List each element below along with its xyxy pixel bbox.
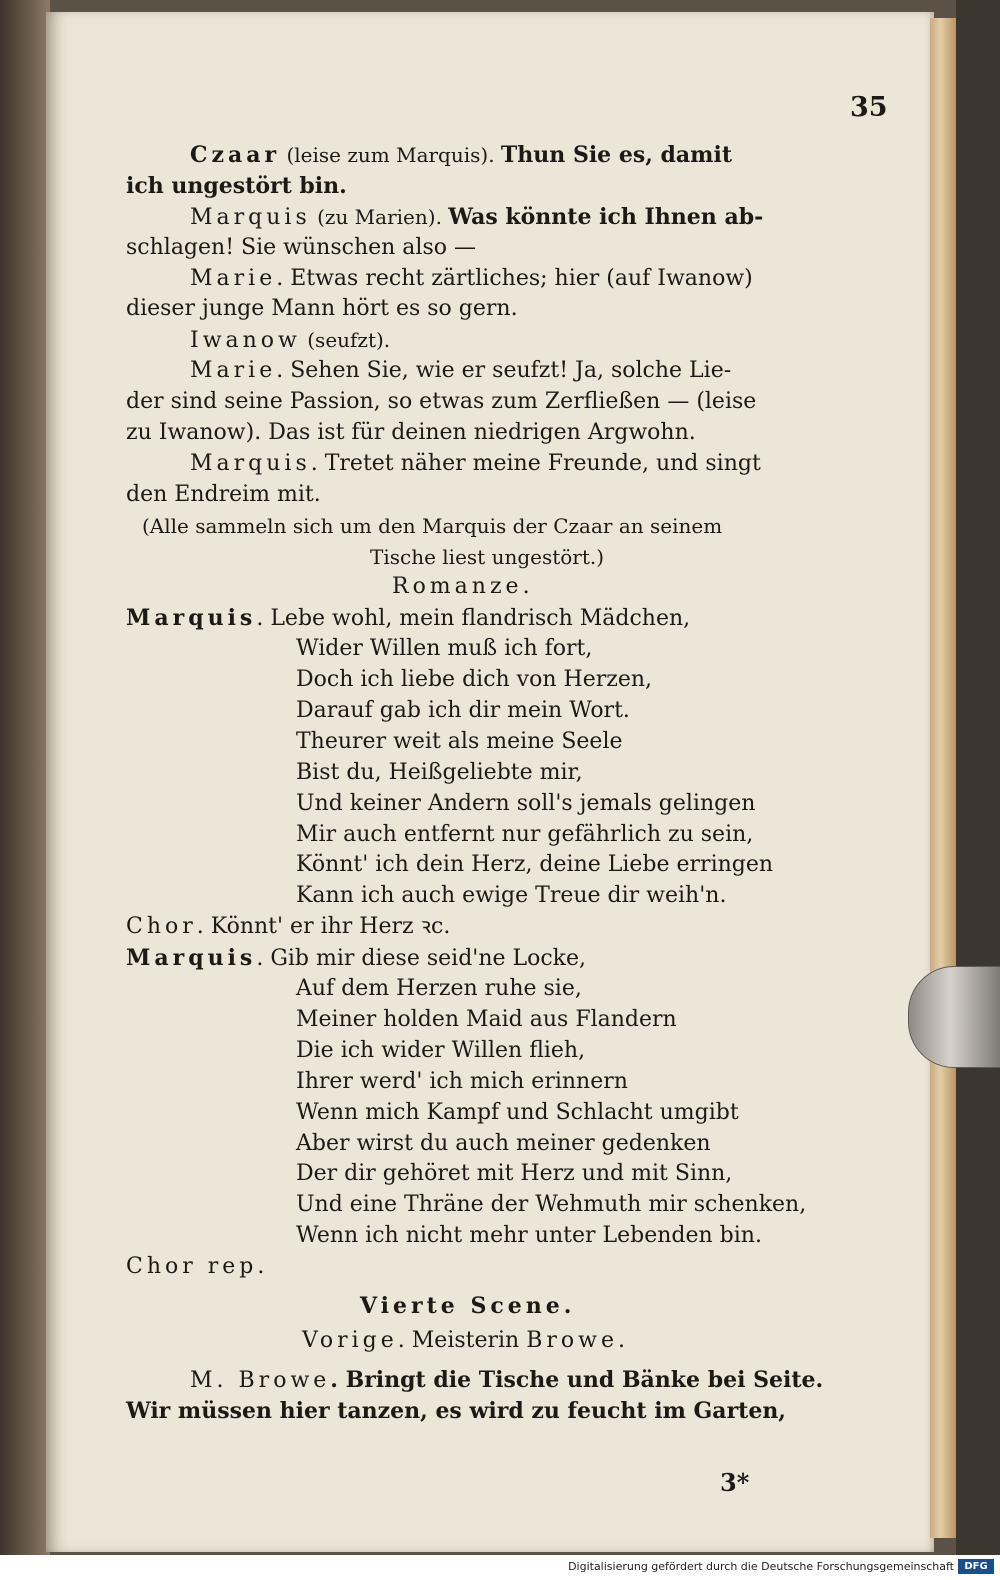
text-line — [126, 943, 896, 974]
text-line — [126, 1159, 896, 1190]
text-run: . Lebe wohl, mein flandrisch Mädchen, — [256, 606, 691, 632]
text-line — [126, 356, 896, 387]
text-run: dieser junge Mann hört es so gern. — [126, 296, 518, 322]
text-line — [126, 264, 896, 295]
text-run: Mir auch entfernt nur gefährlich zu sein, — [296, 821, 754, 847]
text-line — [126, 1098, 896, 1129]
text-run: . Sehen Sie, wie er seufzt! Ja, solche Lie- — [276, 358, 732, 384]
text-run: Marquis — [190, 204, 311, 230]
text-run: Iwanow — [190, 328, 301, 354]
text-run: . Gib mir diese seid'ne Locke, — [256, 946, 587, 972]
text-run: . Tretet näher meine Freunde, und singt — [310, 450, 761, 476]
text-line — [126, 1283, 896, 1291]
text-run: Meiner holden Maid aus Flandern — [296, 1006, 677, 1032]
text-run: . Bringt die Tische und Bänke bei Seite. — [330, 1366, 824, 1393]
text-run: Was könnte ich Ihnen ab- — [448, 203, 764, 230]
text-run: Wir müssen hier tanzen, es wird zu feucht im Garten, — [126, 1397, 786, 1424]
text-run: Bist du, Heißgeliebte mir, — [296, 759, 583, 785]
page-number: 35 — [850, 92, 888, 123]
text-run: Czaar — [190, 142, 281, 168]
text-run: Der dir gehöret mit Herz und mit Sinn, — [296, 1161, 733, 1187]
page-edge-stack — [930, 18, 956, 1538]
text-run: (zu Marien). — [310, 204, 449, 229]
text-run: zu Iwanow). Das ist für deinen niedrigen Argwohn. — [126, 420, 696, 446]
dfg-logo-icon: DFG — [958, 1559, 994, 1574]
text-line — [126, 1252, 896, 1283]
text-line — [126, 449, 896, 480]
text-run: Vierte Scene. — [360, 1292, 576, 1319]
text-run: ich ungestört bin. — [126, 172, 347, 199]
text-line — [126, 140, 896, 171]
page-clip — [908, 966, 1000, 1068]
text-line — [126, 1036, 896, 1067]
text-run: Die ich wider Willen flieh, — [296, 1037, 586, 1063]
text-line — [126, 850, 896, 881]
text-run: Marquis — [126, 945, 257, 972]
text-line — [126, 387, 896, 418]
text-line — [126, 1326, 896, 1357]
footer-bar — [0, 1555, 1000, 1580]
text-run: Marquis — [126, 605, 257, 632]
text-line — [126, 294, 896, 325]
text-line — [126, 480, 896, 511]
text-line — [126, 233, 896, 264]
text-run: Marie — [190, 358, 277, 384]
text-run: Vorige — [302, 1327, 398, 1353]
text-run: Wenn mich Kampf und Schlacht umgibt — [296, 1099, 739, 1125]
text-run: Browe — [526, 1327, 618, 1353]
text-line — [126, 171, 896, 202]
text-line — [126, 665, 896, 696]
text-line — [126, 820, 896, 851]
footer-credit: Digitalisierung gefördert durch die Deutsche Forschungsgemeinschaft — [568, 1560, 954, 1573]
text-run: . Meisterin — [397, 1327, 527, 1353]
text-line — [126, 789, 896, 820]
text-line — [126, 727, 896, 758]
text-line — [126, 542, 896, 573]
text-line — [126, 1190, 896, 1221]
text-run: Tische liest ungestört.) — [370, 544, 605, 569]
text-line — [126, 1221, 896, 1252]
text-run: Wenn ich nicht mehr unter Lebenden bin. — [296, 1223, 762, 1249]
text-line — [126, 1291, 896, 1322]
text-run: Darauf gab ich dir mein Wort. — [296, 698, 630, 724]
text-run: Auf dem Herzen ruhe sie, — [296, 976, 582, 1002]
text-line — [126, 1005, 896, 1036]
text-line — [126, 974, 896, 1005]
text-line — [126, 202, 896, 233]
text-line — [126, 418, 896, 449]
text-line — [126, 1357, 896, 1365]
text-line — [126, 758, 896, 789]
book-spine-left — [0, 0, 50, 1555]
text-run: der sind seine Passion, so etwas zum Zerfließen — (leise — [126, 389, 757, 415]
text-run: den Endreim mit. — [126, 481, 321, 507]
text-run: Marie — [190, 265, 277, 291]
text-line — [126, 572, 896, 603]
text-run: Ihrer werd' ich mich erinnern — [296, 1068, 628, 1094]
text-line — [126, 603, 896, 634]
text-run: (Alle sammeln sich um den Marquis der Czaar an seinem — [142, 513, 723, 538]
text-line — [126, 511, 896, 542]
text-line — [126, 912, 896, 943]
text-run: (leise zum Marquis). — [280, 143, 501, 167]
text-run: . Etwas recht zärtliches; hier (auf Iwanow) — [276, 265, 753, 291]
text-line — [126, 1067, 896, 1098]
text-run: Könnt' ich dein Herz, deine Liebe erringen — [296, 852, 774, 878]
scanner-background — [956, 0, 1000, 1555]
text-run: Doch ich liebe dich von Herzen, — [296, 667, 653, 693]
text-run: Thun Sie es, damit — [500, 142, 732, 168]
text-line — [126, 1365, 896, 1396]
text-line — [126, 696, 896, 727]
text-run: Aber wirst du auch meiner gedenken — [296, 1130, 711, 1156]
text-line — [126, 881, 896, 912]
text-run: Marquis — [190, 450, 311, 476]
text-run: schlagen! Sie wünschen also — — [126, 234, 476, 260]
text-run: Und keiner Andern soll's jemals gelingen — [296, 790, 756, 816]
text-run: Chor rep. — [126, 1254, 269, 1280]
text-line — [126, 1396, 896, 1427]
text-run: M. Browe — [190, 1367, 331, 1393]
text-line — [126, 325, 896, 356]
text-run: Theurer weit als meine Seele — [296, 728, 623, 754]
text-run: Kann ich auch ewige Treue dir weih'n. — [296, 883, 727, 909]
text-run: (seufzt). — [300, 328, 391, 353]
text-line — [126, 1129, 896, 1160]
page-text-block — [126, 140, 896, 1427]
text-run: . — [618, 1327, 625, 1353]
text-run: Und eine Thräne der Wehmuth mir schenken, — [296, 1192, 807, 1218]
text-run: Romanze. — [392, 574, 534, 600]
text-run: . Könnt' er ihr Herz ꝛc. — [196, 914, 451, 940]
text-line — [126, 634, 896, 665]
text-run: Chor — [126, 914, 197, 940]
catchword: 3* — [720, 1468, 750, 1497]
text-run: Wider Willen muß ich fort, — [296, 636, 593, 662]
